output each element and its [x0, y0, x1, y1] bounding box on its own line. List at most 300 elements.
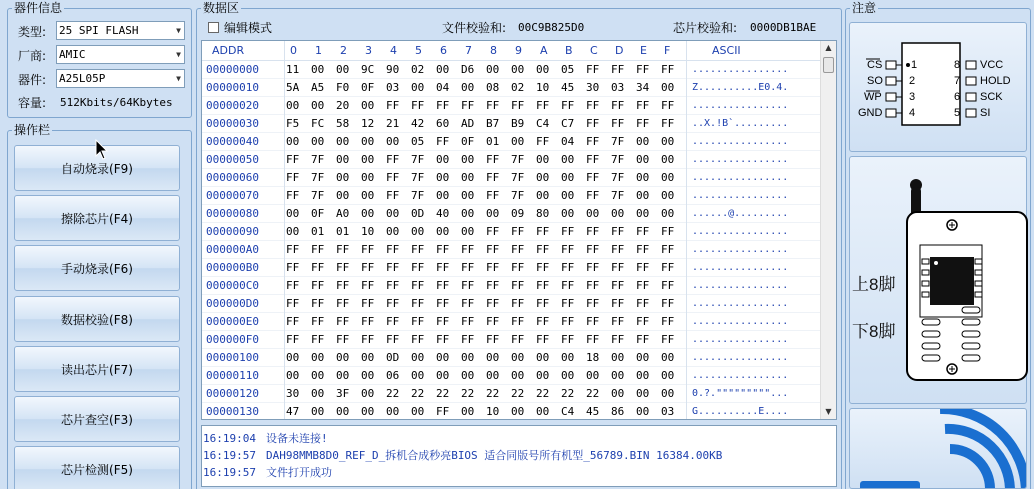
hex-byte[interactable]: 00 [661, 387, 675, 400]
hex-byte[interactable]: 00 [361, 207, 375, 220]
hex-byte[interactable]: FF [536, 261, 550, 274]
hex-byte[interactable]: 00 [561, 369, 575, 382]
hex-row[interactable] [202, 97, 822, 115]
hex-byte[interactable]: FF [611, 63, 625, 76]
hex-byte[interactable]: 00 [386, 225, 400, 238]
hex-byte[interactable]: FF [336, 315, 350, 328]
hex-byte[interactable]: FF [411, 261, 425, 274]
hex-byte[interactable]: FC [311, 117, 325, 130]
hex-byte[interactable]: C4 [561, 405, 575, 418]
hex-byte[interactable]: 7F [511, 153, 525, 166]
hex-byte[interactable]: 00 [561, 351, 575, 364]
hex-view[interactable] [201, 40, 837, 420]
hex-byte[interactable]: 00 [586, 369, 600, 382]
hex-byte[interactable]: FF [561, 297, 575, 310]
hex-byte[interactable]: 00 [636, 351, 650, 364]
hex-byte[interactable]: 7F [611, 135, 625, 148]
hex-byte[interactable]: 00 [536, 189, 550, 202]
hex-byte[interactable]: FF [411, 315, 425, 328]
hex-byte[interactable]: 30 [286, 387, 300, 400]
vendor-select[interactable] [56, 45, 185, 64]
hex-byte[interactable]: 00 [361, 153, 375, 166]
hex-row[interactable] [202, 259, 822, 277]
hex-byte[interactable]: 03 [661, 405, 675, 418]
hex-byte[interactable]: 01 [486, 135, 500, 148]
hex-byte[interactable]: FF [311, 279, 325, 292]
hex-byte[interactable]: 00 [411, 369, 425, 382]
hex-byte[interactable]: 00 [636, 369, 650, 382]
hex-byte[interactable]: 12 [361, 117, 375, 130]
hex-byte[interactable]: 00 [311, 63, 325, 76]
hex-byte[interactable]: FF [536, 99, 550, 112]
hex-byte[interactable]: 10 [536, 81, 550, 94]
hex-byte[interactable]: 5A [286, 81, 300, 94]
hex-byte[interactable]: FF [636, 297, 650, 310]
hex-byte[interactable]: 42 [411, 117, 425, 130]
hex-byte[interactable]: FF [661, 225, 675, 238]
hex-byte[interactable]: 0F [311, 207, 325, 220]
type-select[interactable] [56, 21, 185, 40]
hex-byte[interactable]: FF [586, 315, 600, 328]
hex-byte[interactable]: 00 [436, 225, 450, 238]
hex-byte[interactable]: FF [661, 315, 675, 328]
hex-byte[interactable]: 00 [361, 405, 375, 418]
hex-byte[interactable]: FF [386, 279, 400, 292]
hex-byte[interactable]: F5 [286, 117, 300, 130]
hex-byte[interactable]: FF [536, 297, 550, 310]
hex-byte[interactable]: 00 [436, 189, 450, 202]
read-chip-button[interactable]: 读出芯片(F7) [14, 346, 180, 392]
hex-byte[interactable]: 04 [561, 135, 575, 148]
hex-byte[interactable]: FF [511, 315, 525, 328]
hex-byte[interactable]: 7F [611, 171, 625, 184]
hex-byte[interactable]: 00 [536, 369, 550, 382]
hex-byte[interactable]: FF [586, 153, 600, 166]
hex-byte[interactable]: FF [386, 99, 400, 112]
hex-byte[interactable]: FF [436, 315, 450, 328]
hex-byte[interactable]: 00 [561, 171, 575, 184]
hex-byte[interactable]: FF [311, 243, 325, 256]
hex-byte[interactable]: FF [336, 333, 350, 346]
hex-byte[interactable]: FF [561, 315, 575, 328]
hex-byte[interactable]: 00 [511, 351, 525, 364]
hex-byte[interactable]: 45 [586, 405, 600, 418]
hex-byte[interactable]: 00 [536, 405, 550, 418]
manual-burn-button[interactable]: 手动烧录(F6) [14, 245, 180, 291]
hex-byte[interactable]: FF [636, 117, 650, 130]
hex-byte[interactable]: 22 [536, 387, 550, 400]
hex-byte[interactable]: FF [636, 225, 650, 238]
hex-byte[interactable]: FF [586, 279, 600, 292]
hex-byte[interactable]: 05 [561, 63, 575, 76]
hex-row[interactable] [202, 331, 822, 349]
hex-byte[interactable]: FF [311, 333, 325, 346]
hex-byte[interactable]: 00 [511, 369, 525, 382]
hex-byte[interactable]: 00 [536, 153, 550, 166]
hex-byte[interactable]: 0D [386, 351, 400, 364]
hex-byte[interactable]: 9C [361, 63, 375, 76]
hex-byte[interactable]: 00 [411, 351, 425, 364]
erase-chip-button[interactable]: 擦除芯片(F4) [14, 195, 180, 241]
hex-byte[interactable]: 00 [661, 81, 675, 94]
hex-byte[interactable]: FF [611, 99, 625, 112]
hex-byte[interactable]: 7F [311, 153, 325, 166]
hex-byte[interactable]: 00 [461, 207, 475, 220]
hex-byte[interactable]: 00 [286, 225, 300, 238]
hex-byte[interactable]: FF [536, 135, 550, 148]
hex-byte[interactable]: FF [286, 171, 300, 184]
hex-row[interactable] [202, 115, 822, 133]
hex-row[interactable] [202, 313, 822, 331]
hex-byte[interactable]: 0F [461, 135, 475, 148]
hex-byte[interactable]: FF [586, 297, 600, 310]
hex-byte[interactable]: 0D [411, 207, 425, 220]
hex-byte[interactable]: 01 [311, 225, 325, 238]
scroll-down-icon[interactable]: ▼ [825, 407, 832, 416]
hex-byte[interactable]: 00 [361, 135, 375, 148]
hex-byte[interactable]: FF [361, 243, 375, 256]
hex-byte[interactable]: B9 [511, 117, 525, 130]
hex-byte[interactable]: FF [411, 99, 425, 112]
auto-burn-button[interactable]: 自动烧录(F9) [14, 145, 180, 191]
hex-row[interactable] [202, 79, 822, 97]
hex-byte[interactable]: FF [461, 99, 475, 112]
hex-byte[interactable]: 08 [486, 81, 500, 94]
hex-byte[interactable]: 05 [411, 135, 425, 148]
hex-byte[interactable]: FF [436, 405, 450, 418]
hex-byte[interactable]: FF [561, 243, 575, 256]
hex-byte[interactable]: 60 [436, 117, 450, 130]
hex-byte[interactable]: 20 [336, 99, 350, 112]
hex-byte[interactable]: 00 [511, 63, 525, 76]
hex-byte[interactable]: FF [486, 243, 500, 256]
hex-byte[interactable]: FF [636, 279, 650, 292]
hex-row[interactable] [202, 187, 822, 205]
hex-byte[interactable]: 00 [661, 189, 675, 202]
hex-byte[interactable]: 00 [636, 135, 650, 148]
hex-byte[interactable]: 58 [336, 117, 350, 130]
hex-byte[interactable]: FF [461, 261, 475, 274]
hex-byte[interactable]: B7 [486, 117, 500, 130]
hex-byte[interactable]: 00 [336, 171, 350, 184]
hex-byte[interactable]: F0 [336, 81, 350, 94]
hex-byte[interactable]: 02 [411, 63, 425, 76]
hex-byte[interactable]: FF [586, 135, 600, 148]
hex-byte[interactable]: FF [436, 99, 450, 112]
hex-byte[interactable]: 00 [436, 63, 450, 76]
hex-byte[interactable]: 00 [286, 369, 300, 382]
hex-byte[interactable]: FF [336, 279, 350, 292]
hex-byte[interactable]: 09 [511, 207, 525, 220]
hex-byte[interactable]: 00 [536, 63, 550, 76]
hex-byte[interactable]: 00 [486, 63, 500, 76]
hex-byte[interactable]: 00 [336, 153, 350, 166]
hex-byte[interactable]: FF [286, 315, 300, 328]
hex-byte[interactable]: FF [586, 261, 600, 274]
hex-byte[interactable]: 00 [661, 171, 675, 184]
hex-byte[interactable]: 00 [411, 405, 425, 418]
hex-byte[interactable]: FF [636, 243, 650, 256]
device-select[interactable] [56, 69, 185, 88]
hex-byte[interactable]: 21 [386, 117, 400, 130]
hex-byte[interactable]: 00 [636, 387, 650, 400]
hex-byte[interactable]: A5 [311, 81, 325, 94]
hex-byte[interactable]: 0F [361, 81, 375, 94]
hex-byte[interactable]: 00 [286, 99, 300, 112]
hex-byte[interactable]: 00 [461, 153, 475, 166]
hex-byte[interactable]: 00 [586, 207, 600, 220]
hex-byte[interactable]: FF [461, 243, 475, 256]
hex-byte[interactable]: FF [486, 315, 500, 328]
hex-byte[interactable]: FF [511, 243, 525, 256]
hex-byte[interactable]: 00 [636, 207, 650, 220]
hex-byte[interactable]: FF [486, 99, 500, 112]
hex-byte[interactable]: 00 [436, 369, 450, 382]
hex-byte[interactable]: FF [486, 225, 500, 238]
hex-byte[interactable]: 00 [436, 351, 450, 364]
hex-byte[interactable]: 00 [561, 153, 575, 166]
hex-byte[interactable]: 00 [536, 351, 550, 364]
hex-byte[interactable]: D6 [461, 63, 475, 76]
hex-byte[interactable]: 00 [461, 171, 475, 184]
hex-byte[interactable]: 00 [561, 207, 575, 220]
hex-byte[interactable]: 00 [311, 135, 325, 148]
verify-data-button[interactable]: 数据校验(F8) [14, 296, 180, 342]
hex-byte[interactable]: FF [536, 225, 550, 238]
hex-byte[interactable]: 00 [611, 387, 625, 400]
hex-byte[interactable]: 45 [561, 81, 575, 94]
hex-byte[interactable]: 00 [661, 153, 675, 166]
hex-byte[interactable]: 7F [511, 189, 525, 202]
hex-byte[interactable]: A0 [336, 207, 350, 220]
hex-byte[interactable]: FF [361, 279, 375, 292]
hex-row[interactable] [202, 403, 822, 420]
hex-byte[interactable]: FF [511, 99, 525, 112]
hex-byte[interactable]: 00 [511, 405, 525, 418]
hex-byte[interactable]: 00 [336, 369, 350, 382]
hex-byte[interactable]: 00 [336, 63, 350, 76]
hex-byte[interactable]: FF [286, 333, 300, 346]
hex-byte[interactable]: 00 [361, 351, 375, 364]
hex-byte[interactable]: FF [311, 261, 325, 274]
hex-byte[interactable]: 00 [386, 135, 400, 148]
hex-byte[interactable]: FF [636, 315, 650, 328]
hex-byte[interactable]: 34 [636, 81, 650, 94]
hex-byte[interactable]: FF [361, 315, 375, 328]
hex-row[interactable] [202, 61, 822, 79]
hex-byte[interactable]: 22 [486, 387, 500, 400]
hex-byte[interactable]: 7F [411, 171, 425, 184]
hex-byte[interactable]: FF [586, 243, 600, 256]
hex-byte[interactable]: FF [486, 333, 500, 346]
hex-byte[interactable]: 03 [611, 81, 625, 94]
hex-row[interactable] [202, 241, 822, 259]
hex-byte[interactable]: FF [336, 261, 350, 274]
hex-byte[interactable]: 7F [311, 171, 325, 184]
hex-byte[interactable]: 01 [336, 225, 350, 238]
hex-byte[interactable]: 06 [386, 369, 400, 382]
hex-byte[interactable]: FF [336, 243, 350, 256]
hex-byte[interactable]: FF [361, 261, 375, 274]
hex-byte[interactable]: FF [436, 261, 450, 274]
hex-byte[interactable]: 00 [386, 405, 400, 418]
hex-byte[interactable]: 18 [586, 351, 600, 364]
hex-byte[interactable]: 00 [611, 369, 625, 382]
hex-byte[interactable]: 90 [386, 63, 400, 76]
hex-byte[interactable]: FF [411, 279, 425, 292]
hex-byte[interactable]: 7F [411, 153, 425, 166]
hex-byte[interactable]: 00 [636, 171, 650, 184]
hex-byte[interactable]: FF [486, 261, 500, 274]
hex-byte[interactable]: FF [286, 243, 300, 256]
hex-byte[interactable]: FF [661, 243, 675, 256]
hex-byte[interactable]: 10 [361, 225, 375, 238]
hex-byte[interactable]: 00 [486, 369, 500, 382]
hex-byte[interactable]: FF [661, 279, 675, 292]
hex-byte[interactable]: FF [486, 189, 500, 202]
hex-byte[interactable]: 00 [386, 207, 400, 220]
hex-byte[interactable]: 00 [436, 153, 450, 166]
hex-byte[interactable]: FF [386, 243, 400, 256]
hex-row[interactable] [202, 133, 822, 151]
hex-row[interactable] [202, 295, 822, 313]
hex-byte[interactable]: 00 [361, 171, 375, 184]
scroll-thumb[interactable] [823, 57, 834, 73]
hex-byte[interactable]: FF [511, 261, 525, 274]
hex-byte[interactable]: 22 [461, 387, 475, 400]
hex-byte[interactable]: FF [636, 333, 650, 346]
hex-byte[interactable]: FF [386, 261, 400, 274]
hex-byte[interactable]: FF [611, 225, 625, 238]
hex-byte[interactable]: 30 [586, 81, 600, 94]
hex-byte[interactable]: 00 [336, 405, 350, 418]
hex-byte[interactable]: FF [611, 333, 625, 346]
hex-byte[interactable]: FF [586, 189, 600, 202]
hex-byte[interactable]: 00 [611, 207, 625, 220]
hex-byte[interactable]: FF [336, 297, 350, 310]
hex-byte[interactable]: FF [286, 279, 300, 292]
hex-byte[interactable]: FF [536, 333, 550, 346]
hex-byte[interactable]: FF [486, 153, 500, 166]
hex-byte[interactable]: 7F [511, 171, 525, 184]
hex-byte[interactable]: 22 [386, 387, 400, 400]
hex-byte[interactable]: 47 [286, 405, 300, 418]
hex-byte[interactable]: 00 [636, 153, 650, 166]
hex-byte[interactable]: FF [436, 279, 450, 292]
hex-byte[interactable]: FF [461, 333, 475, 346]
hex-byte[interactable]: 22 [436, 387, 450, 400]
hex-byte[interactable]: FF [636, 99, 650, 112]
hex-byte[interactable]: 00 [461, 405, 475, 418]
hex-byte[interactable]: FF [586, 225, 600, 238]
hex-byte[interactable]: FF [461, 279, 475, 292]
hex-byte[interactable]: FF [661, 99, 675, 112]
hex-byte[interactable]: FF [511, 279, 525, 292]
hex-byte[interactable]: FF [311, 297, 325, 310]
hex-byte[interactable]: FF [661, 261, 675, 274]
hex-byte[interactable]: 00 [636, 405, 650, 418]
hex-byte[interactable]: 00 [286, 351, 300, 364]
hex-byte[interactable]: FF [661, 63, 675, 76]
hex-row[interactable] [202, 349, 822, 367]
hex-byte[interactable]: 00 [486, 207, 500, 220]
hex-byte[interactable]: 00 [661, 207, 675, 220]
hex-byte[interactable]: C4 [536, 117, 550, 130]
hex-byte[interactable]: 00 [361, 189, 375, 202]
hex-byte[interactable]: FF [561, 225, 575, 238]
hex-byte[interactable]: 00 [311, 351, 325, 364]
hex-byte[interactable]: 7F [411, 189, 425, 202]
hex-row[interactable] [202, 151, 822, 169]
hex-byte[interactable]: FF [536, 315, 550, 328]
hex-row[interactable] [202, 205, 822, 223]
hex-byte[interactable]: FF [611, 315, 625, 328]
hex-byte[interactable]: FF [361, 297, 375, 310]
hex-byte[interactable]: FF [461, 315, 475, 328]
hex-byte[interactable]: FF [286, 189, 300, 202]
hex-byte[interactable]: 00 [536, 171, 550, 184]
hex-byte[interactable]: 04 [436, 81, 450, 94]
edit-mode-checkbox[interactable] [208, 22, 219, 33]
hex-byte[interactable]: FF [561, 333, 575, 346]
hex-byte[interactable]: 7F [611, 153, 625, 166]
hex-byte[interactable]: FF [386, 333, 400, 346]
hex-byte[interactable]: FF [286, 261, 300, 274]
hex-byte[interactable]: FF [361, 333, 375, 346]
hex-byte[interactable]: 00 [436, 171, 450, 184]
hex-byte[interactable]: FF [311, 315, 325, 328]
hex-byte[interactable]: 00 [461, 189, 475, 202]
hex-byte[interactable]: FF [436, 297, 450, 310]
hex-byte[interactable]: FF [636, 261, 650, 274]
hex-byte[interactable]: FF [611, 117, 625, 130]
hex-byte[interactable]: FF [536, 279, 550, 292]
hex-byte[interactable]: FF [286, 153, 300, 166]
hex-byte[interactable]: 03 [386, 81, 400, 94]
hex-byte[interactable]: 00 [461, 369, 475, 382]
hex-byte[interactable]: 22 [511, 387, 525, 400]
hex-byte[interactable]: FF [586, 117, 600, 130]
hex-byte[interactable]: 00 [311, 99, 325, 112]
hex-byte[interactable]: FF [586, 333, 600, 346]
hex-byte[interactable]: FF [461, 297, 475, 310]
hex-byte[interactable]: FF [561, 279, 575, 292]
hex-byte[interactable]: FF [436, 243, 450, 256]
hex-row[interactable] [202, 169, 822, 187]
hex-byte[interactable]: 80 [536, 207, 550, 220]
hex-byte[interactable]: FF [486, 297, 500, 310]
hex-byte[interactable]: 00 [661, 351, 675, 364]
hex-byte[interactable]: 00 [561, 189, 575, 202]
hex-byte[interactable]: 7F [611, 189, 625, 202]
hex-byte[interactable]: 00 [286, 135, 300, 148]
hex-byte[interactable]: FF [611, 279, 625, 292]
hex-row[interactable] [202, 385, 822, 403]
hex-byte[interactable]: FF [611, 297, 625, 310]
hex-byte[interactable]: 00 [336, 135, 350, 148]
hex-byte[interactable]: 7F [311, 189, 325, 202]
hex-byte[interactable]: 00 [311, 369, 325, 382]
hex-byte[interactable]: 00 [661, 369, 675, 382]
blank-check-button[interactable]: 芯片查空(F3) [14, 396, 180, 442]
hex-byte[interactable]: 22 [586, 387, 600, 400]
hex-byte[interactable]: FF [436, 333, 450, 346]
hex-byte[interactable]: FF [611, 261, 625, 274]
hex-byte[interactable]: 00 [361, 99, 375, 112]
hex-byte[interactable]: FF [561, 261, 575, 274]
scroll-up-icon[interactable]: ▲ [825, 43, 832, 52]
hex-byte[interactable]: FF [511, 297, 525, 310]
